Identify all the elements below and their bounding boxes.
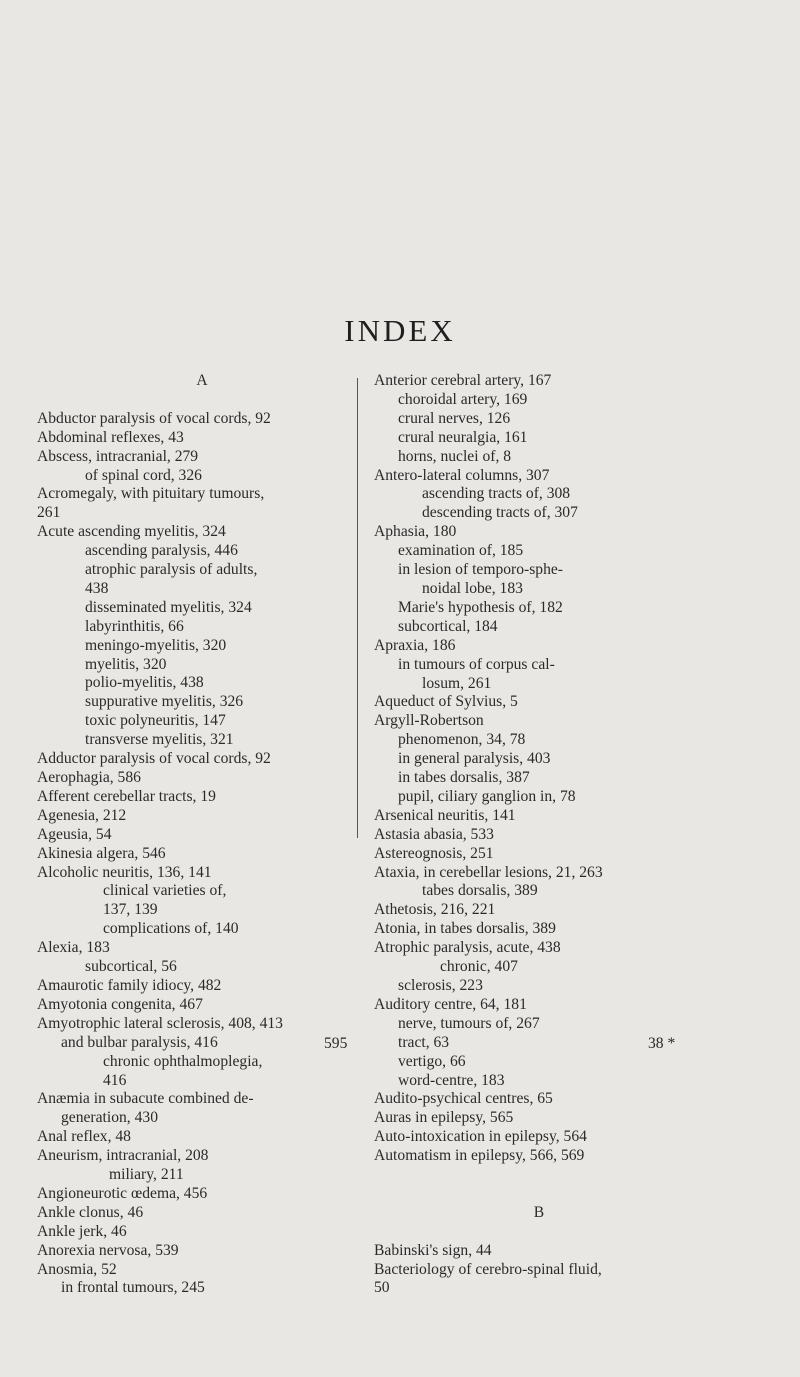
index-subentry: ascending paralysis, 446 [85, 542, 238, 560]
index-subentry: transverse myelitis, 321 [85, 731, 234, 749]
index-entry: Akinesia algera, 546 [37, 844, 166, 862]
index-subentry: myelitis, 320 [85, 655, 167, 673]
index-entry: Acute ascending myelitis, 324 [37, 523, 226, 541]
index-subentry: of spinal cord, 326 [85, 466, 202, 484]
index-entry: Ankle clonus, 46 [37, 1203, 144, 1221]
index-entry: Aneurism, intracranial, 208 [37, 1147, 209, 1165]
index-subentry: and bulbar paralysis, 416 [61, 1033, 218, 1051]
index-entry: Acromegaly, with pituitary tumours, [37, 485, 265, 503]
index-subentry: Marie's hypothesis of, 182 [398, 598, 563, 616]
index-subentry: disseminated myelitis, 324 [85, 598, 252, 616]
index-subentry: in tabes dorsalis, 387 [398, 769, 530, 787]
index-subentry: generation, 430 [61, 1109, 158, 1127]
index-subentry: word-centre, 183 [398, 1071, 505, 1089]
index-subentry: noidal lobe, 183 [422, 579, 523, 597]
index-entry: Amyotrophic lateral sclerosis, 408, 413 [37, 1014, 283, 1032]
index-entry: Afferent cerebellar tracts, 19 [37, 787, 216, 805]
page-number: 595 [324, 1035, 348, 1052]
index-entry: Apraxia, 186 [374, 636, 456, 654]
spacer [37, 391, 367, 410]
index-subentry: suppurative myelitis, 326 [85, 693, 244, 711]
spacer [374, 1166, 704, 1185]
index-subentry: vertigo, 66 [398, 1052, 466, 1070]
index-entry: Ageusia, 54 [37, 825, 112, 843]
index-entry: Automatism in epilepsy, 566, 569 [374, 1147, 585, 1165]
index-subentry: in lesion of temporo-sphe- [398, 561, 563, 579]
index-subentry: in general paralysis, 403 [398, 750, 551, 768]
index-entry: Anorexia nervosa, 539 [37, 1241, 179, 1259]
index-entry: Agenesia, 212 [37, 806, 127, 824]
index-subentry: examination of, 185 [398, 542, 524, 560]
index-entry: Audito-psychical centres, 65 [374, 1090, 553, 1108]
index-subentry: chronic ophthalmoplegia, [103, 1052, 263, 1070]
index-subentry: 438 [85, 579, 109, 597]
index-subentry: crural neuralgia, 161 [398, 428, 528, 446]
index-subentry: 137, 139 [103, 901, 158, 919]
index-entry: Atonia, in tabes dorsalis, 389 [374, 920, 556, 938]
index-entry: Abscess, intracranial, 279 [37, 447, 199, 465]
index-subentry: subcortical, 184 [398, 617, 498, 635]
index-subentry: complications of, 140 [103, 920, 239, 938]
spacer [374, 1223, 704, 1242]
index-subentry: meningo-myelitis, 320 [85, 636, 227, 654]
index-subentry: in tumours of corpus cal- [398, 655, 555, 673]
index-entry: Ataxia, in cerebellar lesions, 21, 263 [374, 863, 603, 881]
index-entry: Atrophic paralysis, acute, 438 [374, 939, 561, 957]
index-entry: Aphasia, 180 [374, 523, 457, 541]
column-divider [357, 378, 358, 838]
index-subentry: in frontal tumours, 245 [61, 1279, 205, 1297]
index-entry: Ankle jerk, 46 [37, 1222, 127, 1240]
index-subentry: phenomenon, 34, 78 [398, 731, 526, 749]
index-entry: Bacteriology of cerebro-spinal fluid, [374, 1260, 602, 1278]
index-entry: Anosmia, 52 [37, 1260, 117, 1278]
index-subentry: choroidal artery, 169 [398, 390, 528, 408]
index-entry: Abdominal reflexes, 43 [37, 428, 184, 446]
index-entry: Anæmia in subacute combined de- [37, 1090, 254, 1108]
index-subentry: chronic, 407 [440, 958, 518, 976]
index-entry: Alcoholic neuritis, 136, 141 [37, 863, 212, 881]
index-entry: 50 [374, 1279, 390, 1297]
index-entry: Antero-lateral columns, 307 [374, 466, 550, 484]
index-entry: Athetosis, 216, 221 [374, 901, 496, 919]
spacer [374, 1185, 704, 1204]
index-subentry: clinical varieties of, [103, 882, 227, 900]
index-subentry: pupil, ciliary ganglion in, 78 [398, 787, 576, 805]
index-entry: Aqueduct of Sylvius, 5 [374, 693, 518, 711]
index-entry: Auras in epilepsy, 565 [374, 1109, 514, 1127]
index-subentry: atrophic paralysis of adults, [85, 561, 258, 579]
page-title: INDEX [344, 313, 456, 348]
signature-mark: 38 * [648, 1035, 676, 1052]
index-entry: Aerophagia, 586 [37, 769, 141, 787]
index-subentry: tabes dorsalis, 389 [422, 882, 538, 900]
index-subentry: crural nerves, 126 [398, 409, 511, 427]
left-column [37, 372, 367, 1298]
index-entry: Babinski's sign, 44 [374, 1241, 492, 1259]
index-entry: Adductor paralysis of vocal cords, 92 [37, 750, 271, 768]
index-subentry: toxic polyneuritis, 147 [85, 712, 226, 730]
index-entry: Astasia abasia, 533 [374, 825, 494, 843]
index-entry: Astereognosis, 251 [374, 844, 494, 862]
index-entry: 261 [37, 504, 61, 522]
section-letter: A [196, 372, 208, 389]
index-subentry: horns, nuclei of, 8 [398, 447, 512, 465]
index-entry: Auditory centre, 64, 181 [374, 995, 527, 1013]
index-subentry: descending tracts of, 307 [422, 504, 578, 522]
index-subentry: nerve, tumours of, 267 [398, 1014, 540, 1032]
section-letter: B [533, 1203, 545, 1221]
index-entry: Alexia, 183 [37, 939, 110, 957]
index-entry: Auto-intoxication in epilepsy, 564 [374, 1128, 587, 1146]
index-entry: Argyll-Robertson [374, 712, 484, 730]
index-entry: Abductor paralysis of vocal cords, 92 [37, 409, 271, 427]
index-subentry: labyrinthitis, 66 [85, 617, 184, 635]
index-entry: Angioneurotic œdema, 456 [37, 1184, 208, 1202]
index-subentry: losum, 261 [422, 674, 492, 692]
index-subentry: miliary, 211 [109, 1166, 184, 1184]
index-entry: Amyotonia congenita, 467 [37, 995, 203, 1013]
index-subentry: ascending tracts of, 308 [422, 485, 571, 503]
index-subentry: 416 [103, 1071, 127, 1089]
index-subentry: polio-myelitis, 438 [85, 674, 204, 692]
index-subentry: sclerosis, 223 [398, 977, 483, 994]
index-entry: Anterior cerebral artery, 167 [374, 372, 552, 389]
right-column [374, 372, 704, 1298]
index-subentry: subcortical, 56 [85, 958, 177, 976]
index-entry: Amaurotic family idiocy, 482 [37, 976, 222, 994]
index-entry: Arsenical neuritis, 141 [374, 806, 516, 824]
index-subentry: tract, 63 [398, 1033, 450, 1051]
index-entry: Anal reflex, 48 [37, 1128, 131, 1146]
